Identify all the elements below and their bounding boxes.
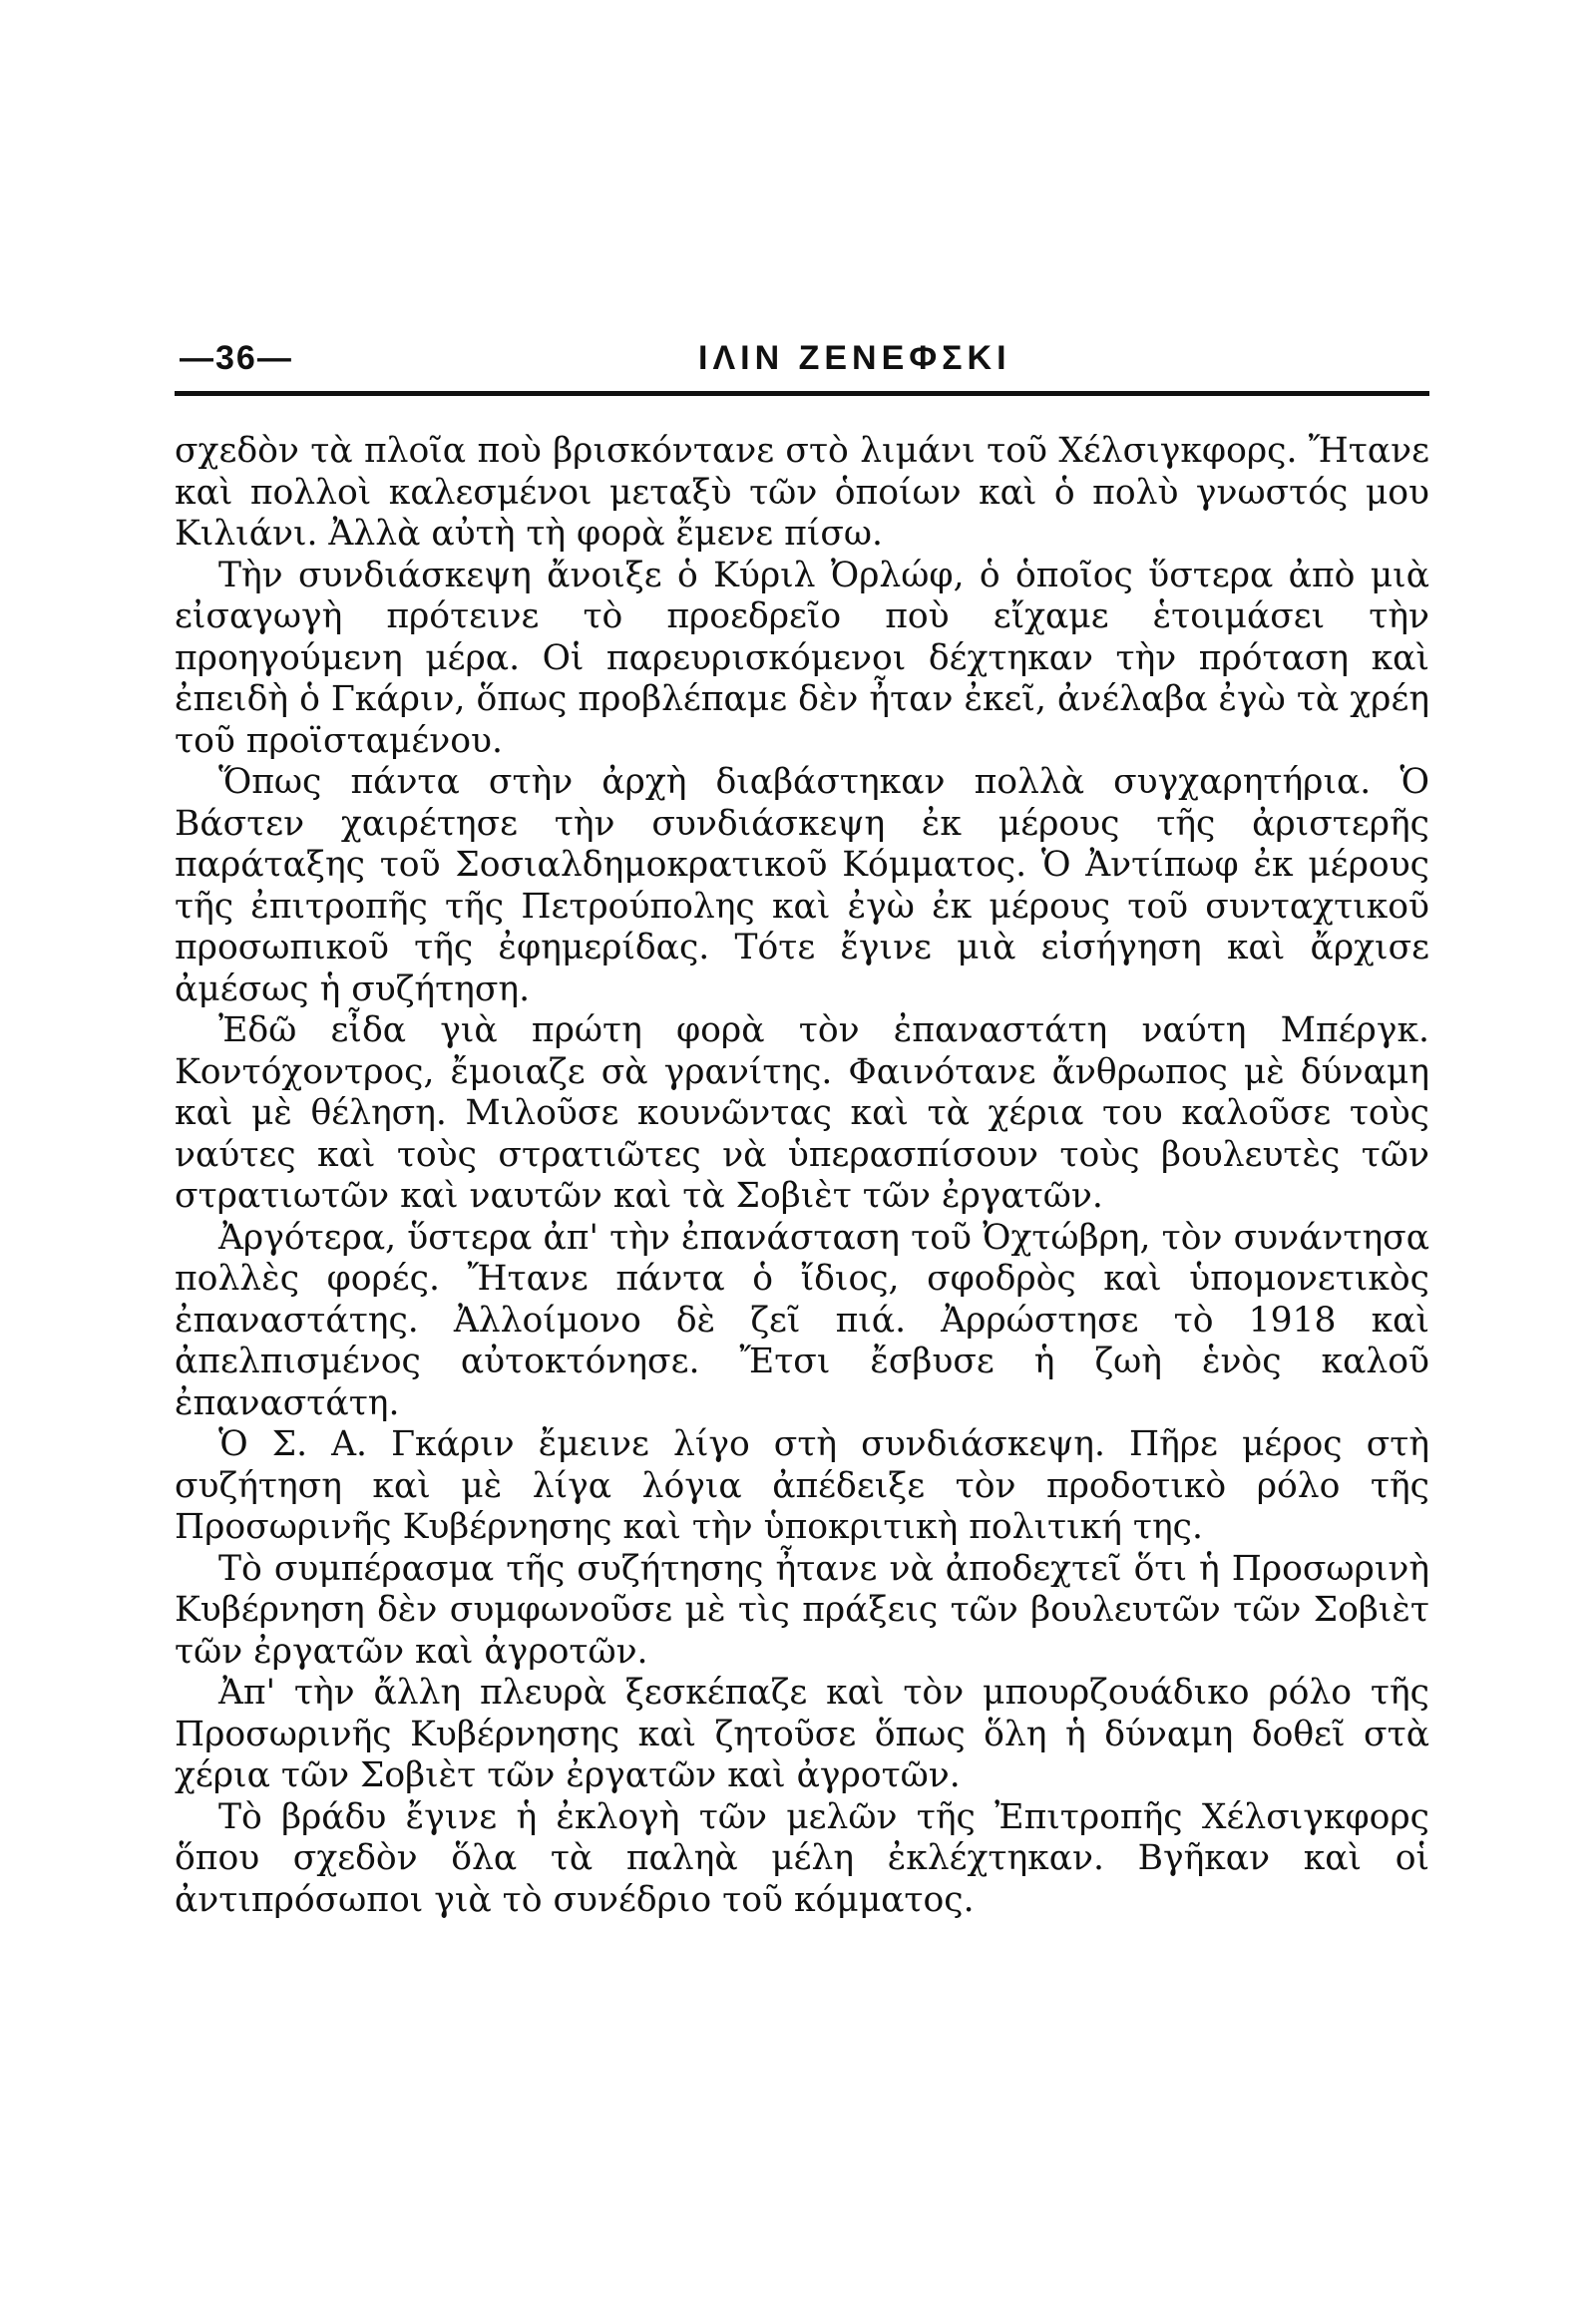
page-header [180,339,1426,399]
paragraph-2: Τὴν συνδιάσκεψη ἄνοιξε ὁ Κύριλ Ὀρλώφ, ὁ ὁποῖος ὕστερα ἀπὸ μιὰ εἰσαγωγὴ πρότεινε τὸ προεδρεῖο ποὺ εἴχαμε ἑτοιμάσει τὴν προηγούμενη μέρα. Οἱ παρευρισκόμενοι δέχτηκαν τὴν πρόταση καὶ ἐπειδὴ ὁ Γκάριν, ὅπως προβλέπαμε δὲν ἦταν ἐκεῖ, ἀνέλαβα ἐγὼ τὰ χρέη τοῦ προϊσταμένου. [175,555,1429,761]
paragraph-4: Ἐδῶ εἶδα γιὰ πρώτη φορὰ τὸν ἐπαναστάτη ναύτη Μπέργκ. Κοντόχοντρος, ἔμοιαζε σὰ γρανίτης. Φαινότανε ἄνθρωπος μὲ δύναμη καὶ μὲ θέληση. Μιλοῦσε κουνῶντας καὶ τὰ χέρια του καλοῦσε τοὺς ναύτες καὶ τοὺς στρατιῶτες νὰ ὑπερασπίσουν τοὺς βουλευτὲς τῶν στρατιωτῶν καὶ ναυτῶν καὶ τὰ Σοβιὲτ τῶν ἐργατῶν. [175,1010,1429,1216]
paragraph-6: Ὁ Σ. Α. Γκάριν ἔμεινε λίγο στὴ συνδιάσκεψη. Πῆρε μέρος στὴ συζήτηση καὶ μὲ λίγα λόγια ἀπέδειξε τὸν προδοτικὸ ρόλο τῆς Προσωρινῆς Κυβέρνησης καὶ τὴν ὑποκριτικὴ πολιτική της. [175,1424,1429,1547]
paragraph-7: Τὸ συμπέρασμα τῆς συζήτησης ἦτανε νὰ ἀποδεχτεῖ ὅτι ἡ Προσωρινὴ Κυβέρνηση δὲν συμφωνοῦσε μὲ τὶς πράξεις τῶν βουλευτῶν τῶν Σοβιὲτ τῶν ἐργατῶν καὶ ἀγροτῶν. [175,1548,1429,1672]
page-number: —36— [180,339,293,377]
paragraph-1: σχεδὸν τὰ πλοῖα ποὺ βρισκόντανε στὸ λιμάνι τοῦ Χέλσιγκφορς. Ἤτανε καὶ πολλοὶ καλεσμένοι μεταξὺ τῶν ὁποίων καὶ ὁ πολὺ γνωστός μου Κιλιάνι. Ἀλλὰ αὐτὴ τὴ φορὰ ἔμενε πίσω. [175,431,1429,554]
paragraph-3: Ὅπως πάντα στὴν ἀρχὴ διαβάστηκαν πολλὰ συγχαρητήρια. Ὁ Βάστεν χαιρέτησε τὴν συνδιάσκεψη ἐκ μέρους τῆς ἀριστερῆς παράταξης τοῦ Σοσιαλδημοκρατικοῦ Κόμματος. Ὁ Ἀντίπωφ ἐκ μέρους τῆς ἐπιτροπῆς τῆς Πετρούπολης καὶ ἐγὼ ἐκ μέρους τοῦ συνταχτικοῦ προσωπικοῦ τῆς ἐφημερίδας. Τότε ἔγινε μιὰ εἰσήγηση καὶ ἄρχισε ἀμέσως ἡ συζήτηση. [175,762,1429,1009]
paragraph-8: Ἀπ' τὴν ἄλλη πλευρὰ ξεσκέπαζε καὶ τὸν μπουρζουάδικο ρόλο τῆς Προσωρινῆς Κυβέρνησης καὶ ζητοῦσε ὅπως ὅλη ἡ δύναμη δοθεῖ στὰ χέρια τῶν Σοβιὲτ τῶν ἐργατῶν καὶ ἀγροτῶν. [175,1673,1429,1795]
paragraph-5: Ἀργότερα, ὕστερα ἀπ' τὴν ἐπανάσταση τοῦ Ὀχτώβρη, τὸν συνάντησα πολλὲς φορές. Ἤτανε πάντα ὁ ἴδιος, σφοδρὸς καὶ ὑπομονετικὸς ἐπαναστάτης. Ἀλλοίμονο δὲ ζεῖ πιά. Ἀρρώστησε τὸ 1918 καὶ ἀπελπισμένος αὐτοκτόνησε. Ἔτσι ἔσβυσε ἡ ζωὴ ἑνὸς καλοῦ ἐπαναστάτη. [175,1217,1429,1423]
body-text [175,431,1429,1921]
running-head: ΙΛΙΝ ΖΕΝΕΦΣΚΙ [698,339,1011,377]
header-rule [175,391,1429,396]
paragraph-9: Τὸ βράδυ ἔγινε ἡ ἐκλογὴ τῶν μελῶν τῆς Ἐπιτροπῆς Χέλσιγκφορς ὅπου σχεδὸν ὅλα τὰ παληὰ μέλη ἐκλέχτηκαν. Βγῆκαν καὶ οἱ ἀντιπρόσωποι γιὰ τὸ συνέδριο τοῦ κόμματος. [175,1796,1429,1920]
